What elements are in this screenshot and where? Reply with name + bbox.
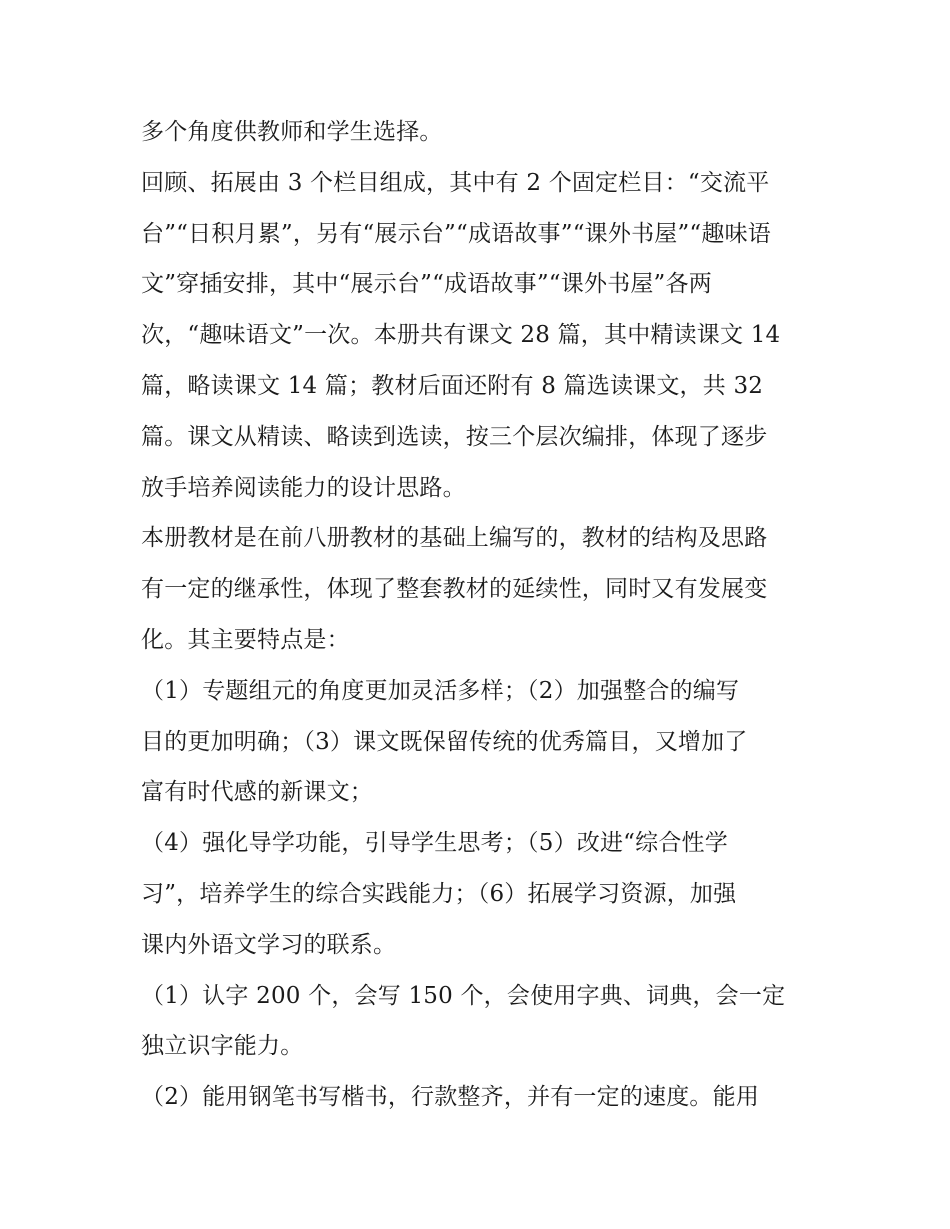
text-line: 富有时代感的新课文； — [141, 779, 373, 806]
text-line: 独立识字能力。 — [141, 1033, 304, 1060]
text-line: 化。其主要特点是： — [141, 626, 350, 653]
text-line: 放手培养阅读能力的设计思路。 — [141, 474, 466, 501]
text-line: 篇。课文从精读、略读到选读，按三个层次编排，体现了逐步 — [141, 423, 768, 450]
text-line: 回顾、拓展由 3 个栏目组成，其中有 2 个固定栏目：“交流平 — [141, 169, 770, 196]
text-line: 本册教材是在前八册教材的基础上编写的，教材的结构及思路 — [141, 525, 768, 552]
text-line: 台”“日积月累”，另有“展示台”“成语故事”“课外书屋”“趣味语 — [141, 220, 771, 247]
text-line: 次，“趣味语文”一次。本册共有课文 28 篇，其中精读课文 14 — [141, 322, 781, 349]
text-line: 有一定的继承性，体现了整套教材的延续性，同时又有发展变 — [141, 576, 768, 603]
text-line: 习”，培养学生的综合实践能力；（6）拓展学习资源，加强 — [141, 880, 737, 907]
text-line: （1）专题组元的角度更加灵活多样；（2）加强整合的编写 — [141, 677, 740, 704]
text-line: 文”穿插安排，其中“展示台”“成语故事”“课外书屋”各两 — [141, 271, 712, 298]
text-line: 多个角度供教师和学生选择。 — [141, 119, 443, 145]
text-line: 篇，略读课文 14 篇；教材后面还附有 8 篇选读课文，共 32 — [141, 372, 764, 399]
document-body — [141, 107, 821, 1123]
text-line: 目的更加明确；（3）课文既保留传统的优秀篇目，又增加了 — [141, 728, 748, 755]
text-line: （2）能用钢笔书写楷书，行款整齐，并有一定的速度。能用 — [141, 1084, 760, 1111]
text-line: 课内外语文学习的联系。 — [141, 931, 397, 958]
text-line: （4）强化导学功能，引导学生思考；（5）改进“综合性学 — [141, 830, 728, 857]
text-line: （1）认字 200 个，会写 150 个，会使用字典、词典，会一定 — [141, 982, 786, 1009]
